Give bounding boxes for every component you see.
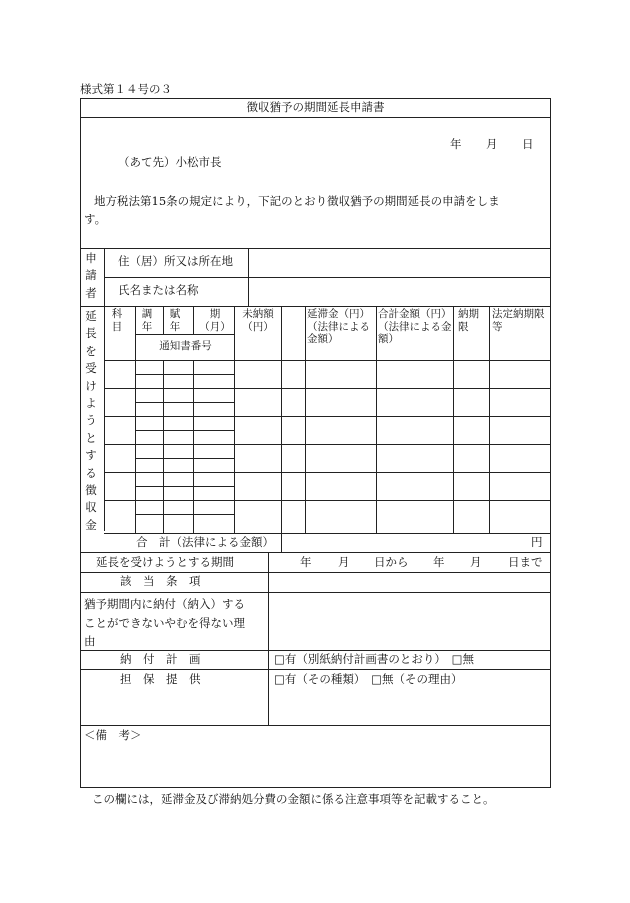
- header-unpaid: 未納額（円）: [242, 308, 274, 333]
- collateral-options[interactable]: □有（その種類） □無（その理由）: [274, 672, 463, 686]
- payment-plan-options[interactable]: □有（別紙納付計画書のとおり） □無: [274, 652, 474, 666]
- frame-left: [80, 98, 81, 787]
- collection-table-body[interactable]: [105, 361, 550, 532]
- name-field[interactable]: [250, 279, 549, 305]
- date-month-label: 月: [486, 137, 498, 151]
- header-delinquency: 延滞金（円）（法律による金額）: [307, 308, 370, 346]
- header-chonen: 調年: [141, 308, 153, 333]
- date-year-label: 年: [450, 137, 462, 151]
- remarks-field[interactable]: [82, 746, 549, 786]
- header-kamoku: 科目: [111, 308, 123, 333]
- address-label: 住（居）所又は所在地: [118, 254, 233, 268]
- frame-right: [550, 98, 551, 787]
- header-due: 納期限: [458, 308, 479, 333]
- reason-label: 猶予期間内に納付（納入）する ことができないやむを得ない理 由: [84, 597, 245, 648]
- total-unit: 円: [531, 535, 543, 549]
- header-total: 合計金額（円）（法律による金額）: [378, 308, 452, 346]
- header-notice-number: 通知書番号: [159, 340, 212, 352]
- frame-bottom: [80, 787, 551, 788]
- header-funen: 賦年: [169, 308, 181, 333]
- header-legal-due: 法定納期限等: [492, 308, 545, 333]
- clause-field[interactable]: [270, 573, 549, 591]
- address-field[interactable]: [250, 250, 549, 276]
- extension-side-label: 延 長 を 受 け よ う と す る 徴 収 金: [85, 309, 97, 532]
- period-from-month: 月: [338, 555, 350, 569]
- clause-label: 該 当 条 項: [120, 574, 201, 588]
- reason-field[interactable]: [270, 593, 549, 649]
- collateral-label: 担 保 提 供: [120, 672, 201, 686]
- period-to-month: 月: [470, 555, 482, 569]
- body-text-line2: す。: [84, 212, 107, 226]
- total-label: 合 計（法律による金額）: [136, 535, 274, 549]
- date-day-label: 日: [522, 137, 534, 151]
- form-title: 徴収猶予の期間延長申請書: [246, 100, 385, 114]
- frame-top: [80, 98, 551, 99]
- addressee: （あて先）小松市長: [118, 155, 222, 169]
- period-label: 延長を受けようとする期間: [96, 555, 234, 569]
- period-to-year: 年: [433, 555, 445, 569]
- header-kiwake: 期（月）: [199, 308, 231, 333]
- body-text-line1: 地方税法第15条の規定により，下記のとおり徴収猶予の期間延長の申請をしま: [94, 194, 500, 208]
- period-from-year: 年: [300, 555, 312, 569]
- period-to-day: 日まで: [508, 555, 543, 569]
- applicant-side-label: 申 請 者: [85, 251, 97, 300]
- remarks-label: ＜備 考＞: [84, 728, 142, 742]
- name-label: 氏名または名称: [118, 283, 199, 297]
- footnote: この欄には，延滞金及び滞納処分費の金額に係る注意事項等を記載すること。: [92, 792, 495, 806]
- period-from-day: 日から: [374, 555, 409, 569]
- payment-plan-label: 納 付 計 画: [120, 652, 201, 666]
- form-number: 様式第１４号の３: [80, 82, 172, 96]
